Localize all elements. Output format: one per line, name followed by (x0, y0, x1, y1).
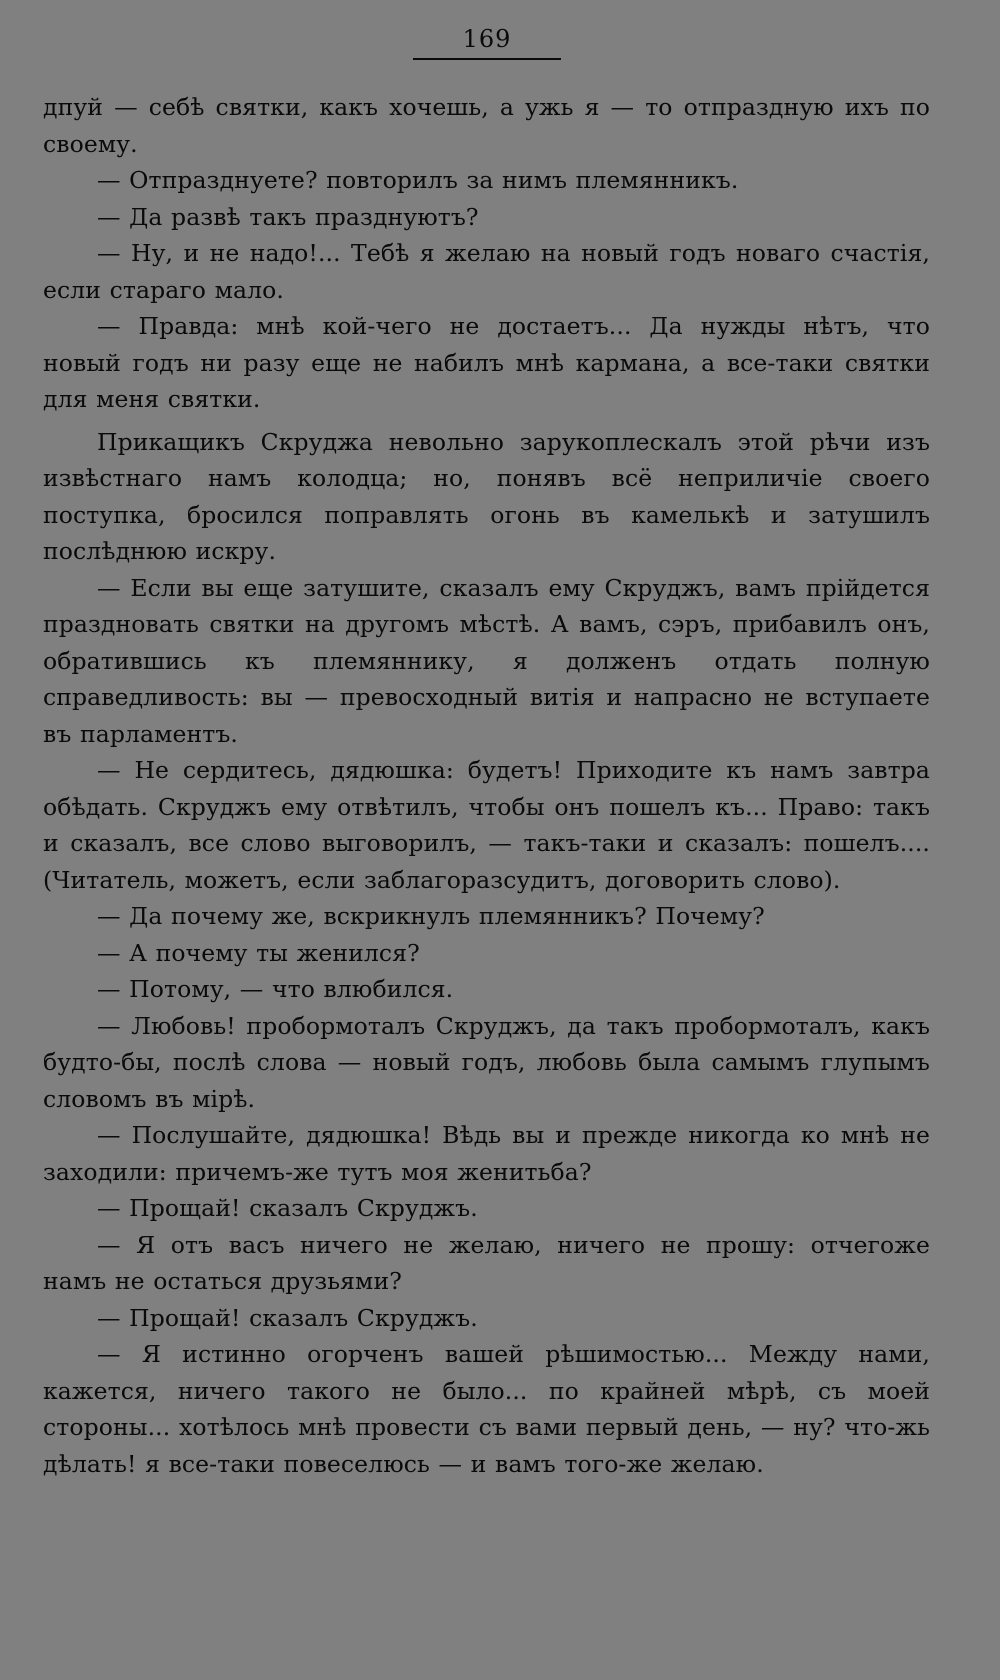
paragraph: — Любовь! пробормоталъ Скруджъ, да такъ пробормоталъ, какъ будто-бы, послѣ слова — новый годъ, любовь была самымъ глупымъ словомъ въ мірѣ. (43, 1011, 930, 1113)
page-number: 169 (462, 25, 512, 53)
body-text (43, 89, 930, 1482)
paragraph: — Прощай! сказалъ Скруджъ. (97, 1303, 478, 1332)
paragraph: — Послушайте, дядюшка! Вѣдь вы и прежде никогда ко мнѣ не заходили: причемъ-же тутъ моя женитьба? (43, 1121, 930, 1186)
paragraph: дпуй — себѣ святки, какъ хочешь, а ужь я — то отпраздную ихъ по своему. (43, 93, 930, 158)
paragraph: — Да почему же, вскрикнулъ племянникъ? Почему? (97, 902, 765, 930)
page-number-rule (413, 58, 561, 60)
paragraph: — А почему ты женился? (97, 938, 420, 967)
paragraph: — Прощай! сказалъ Скруджъ. (97, 1194, 478, 1222)
paragraph: — Потому, — что влюбился. (97, 975, 454, 1003)
paragraph: — Если вы еще затушите, сказалъ ему Скруджъ, вамъ прійдется праздновать святки на другомъ мѣстѣ. А вамъ, сэръ, прибавилъ онъ, обратившись къ племяннику, я долженъ отдать полную справедливость: вы — превосходный витія и напрасно не вступаете въ парламентъ. (43, 573, 930, 748)
paragraph: — Не сердитесь, дядюшка: будетъ! Приходите къ намъ завтра обѣдать. Скруджъ ему отвѣтилъ, чтобы онъ пошелъ къ... Право: такъ и сказалъ, все слово выговорилъ, — такъ-таки и сказалъ: пошелъ.... (Читатель, можетъ, если заблагоразсудитъ, договорить слово). (43, 756, 930, 894)
paragraph: — Отпразднуете? повторилъ за нимъ племянникъ. (97, 166, 739, 194)
paragraph: Прикащикъ Скруджа невольно зарукоплескалъ этой рѣчи изъ извѣстнаго намъ колодца; но, понявъ всё неприличіе своего поступка, бросился поправлять огонь въ камелькѣ и затушилъ послѣднюю искру. (43, 427, 930, 565)
paragraph: — Я истинно огорченъ вашей рѣшимостью... Между нами, кажется, ничего такого не было... по крайней мѣрѣ, съ моей стороны... хотѣлось мнѣ провести съ вами первый день, — ну? что-жь дѣлать! я все-таки повеселюсь — и вамъ того-же желаю. (43, 1340, 930, 1478)
paragraph: — Да развѣ такъ празднуютъ? (97, 202, 479, 231)
paragraph: — Я отъ васъ ничего не желаю, ничего не прошу: отчегоже намъ не остаться друзьями? (43, 1230, 930, 1295)
paragraph: — Ну, и не надо!... Тебѣ я желаю на новый годъ новаго счастія, если стараго мало. (43, 239, 930, 304)
paragraph: — Правда: мнѣ кой-чего не достаетъ... Да нужды нѣтъ, что новый годъ ни разу еще не набилъ мнѣ кармана, а все-таки святки для меня святки. (43, 312, 930, 413)
